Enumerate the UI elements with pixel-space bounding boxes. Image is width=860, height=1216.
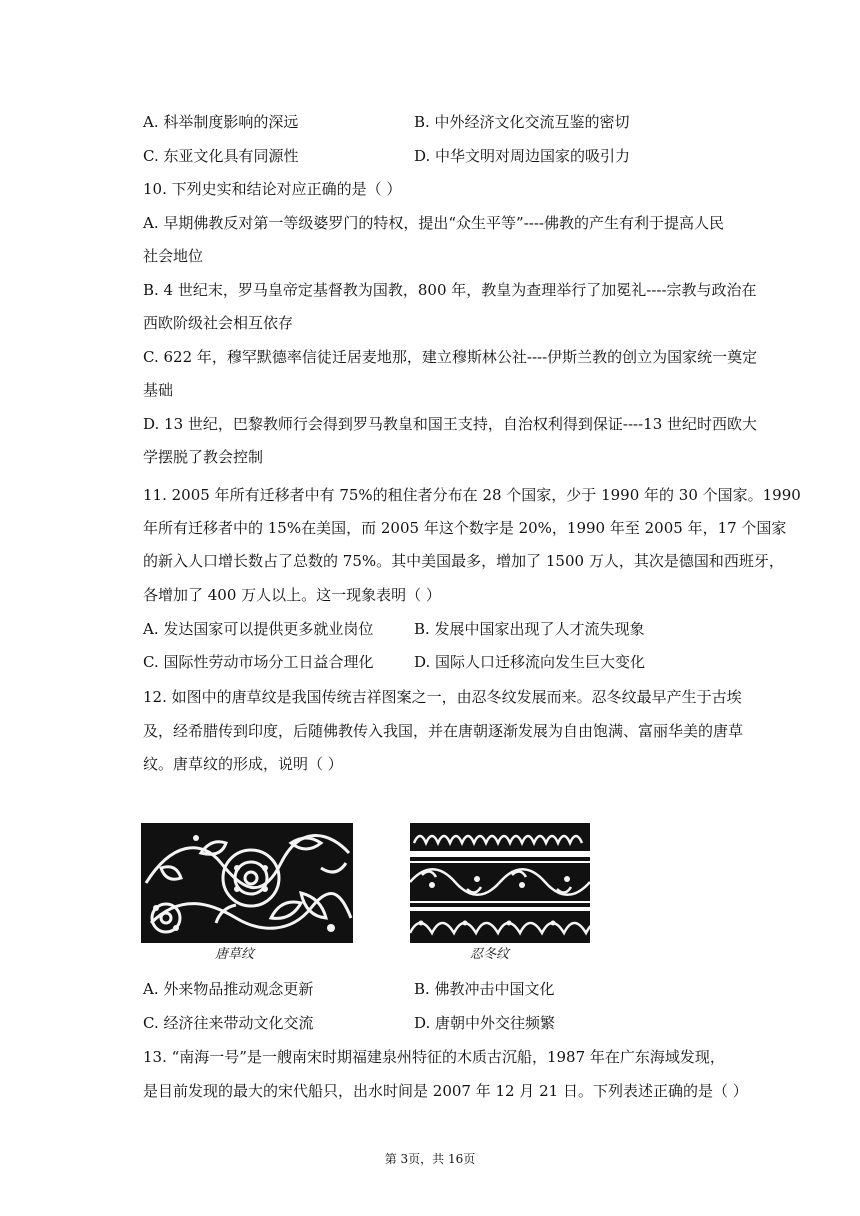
- tang-grass-pattern-figure: [141, 823, 353, 962]
- honeysuckle-pattern-image: [410, 823, 590, 943]
- q10-option-a-line2: 社会地位: [143, 247, 204, 265]
- q12-line3: 纹。唐草纹的形成，说明（ ）: [143, 755, 343, 773]
- q11-line3: 的新入人口增长数占了总数的 75%。其中美国最多，增加了 1500 万人，其次是德国和西班牙，: [143, 552, 784, 570]
- q11-option-c: C. 国际性劳动市场分工日益合理化: [143, 653, 374, 671]
- page-footer: 第 3页，共 16页: [384, 1152, 476, 1166]
- q13-line1: 13. “南海一号”是一艘南宋时期福建泉州特征的木质古沉船，1987 年在广东海域发现，: [143, 1048, 725, 1066]
- q11-line1: 11. 2005 年所有迁移者中有 75%的租住者分布在 28 个国家，少于 1990 年的 30 个国家。1990: [143, 486, 801, 504]
- q10-option-b-line1: B. 4 世纪末，罗马皇帝定基督教为国教，800 年，教皇为查理举行了加冕礼----宗教与政治在: [143, 281, 757, 299]
- honeysuckle-pattern-figure: [410, 823, 590, 962]
- q12-option-c: C. 经济往来带动文化交流: [143, 1014, 314, 1032]
- q10-option-b-line2: 西欧阶级社会相互依存: [143, 314, 294, 332]
- q10-option-d-line2: 学摆脱了教会控制: [143, 448, 264, 466]
- q11-option-b: B. 发展中国家出现了人才流失现象: [414, 620, 645, 638]
- q12-option-a: A. 外来物品推动观念更新: [143, 980, 314, 998]
- q10-option-a-line1: A. 早期佛教反对第一等级婆罗门的特权，提出“众生平等”----佛教的产生有利于提高人民: [143, 214, 724, 232]
- tang-grass-pattern-image: [141, 823, 353, 943]
- q9-option-b: B. 中外经济文化交流互鉴的密切: [414, 113, 630, 131]
- q9-option-d: D. 中华文明对周边国家的吸引力: [414, 147, 631, 165]
- q13-line2: 是目前发现的最大的宋代船只，出水时间是 2007 年 12 月 21 日。下列表述正确的是（ ）: [143, 1082, 748, 1100]
- q12-line1: 12. 如图中的唐草纹是我国传统吉祥图案之一，由忍冬纹发展而来。忍冬纹最早产生于古埃: [143, 688, 742, 706]
- q12-option-b: B. 佛教冲击中国文化: [414, 980, 555, 998]
- q10-option-d-line1: D. 13 世纪，巴黎教师行会得到罗马教皇和国王支持，自治权利得到保证----13 世纪时西欧大: [143, 415, 758, 433]
- q9-option-a: A. 科举制度影响的深远: [143, 113, 299, 131]
- q11-line4: 各增加了 400 万人以上。这一现象表明（ ）: [143, 586, 441, 604]
- q12-option-d: D. 唐朝中外交往频繁: [414, 1014, 556, 1032]
- q11-line2: 年所有迁移者中的 15%在美国，而 2005 年这个数字是 20%，1990 年至 2005 年，17 个国家: [143, 519, 787, 537]
- tang-grass-pattern-caption: 唐草纹: [215, 947, 255, 962]
- q9-option-c: C. 东亚文化具有同源性: [143, 147, 299, 165]
- honeysuckle-pattern-caption: 忍冬纹: [470, 947, 510, 962]
- q10-option-c-line1: C. 622 年，穆罕默德率信徒迁居麦地那，建立穆斯林公社----伊斯兰教的创立为国家统一奠定: [143, 348, 758, 366]
- q12-line2: 及，经希腊传到印度，后随佛教传入我国，并在唐朝逐渐发展为自由饱满、富丽华美的唐草: [143, 722, 744, 740]
- q10-stem: 10. 下列史实和结论对应正确的是（ ）: [143, 180, 402, 198]
- q11-option-a: A. 发达国家可以提供更多就业岗位: [143, 620, 374, 638]
- q11-option-d: D. 国际人口迁移流向发生巨大变化: [414, 653, 646, 671]
- q10-option-c-line2: 基础: [143, 381, 174, 399]
